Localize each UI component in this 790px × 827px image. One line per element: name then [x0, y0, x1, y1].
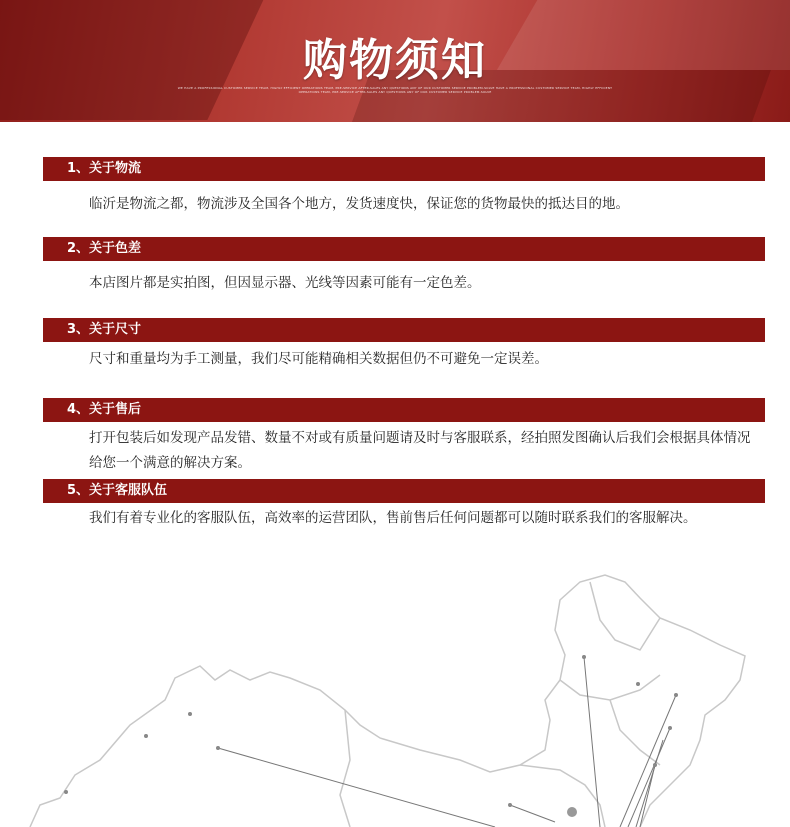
section-heading-logistics: 1、关于物流 [43, 157, 765, 181]
section-body-size: 尺寸和重量均为手工测量，我们尽可能精确相关数据但仍不可避免一定误差。 [89, 351, 548, 367]
page-title: 购物须知 [303, 35, 487, 86]
section-body-service-team: 我们有着专业化的客服队伍，高效率的运营团队，售前售后任何问题都可以随时联系我们的客服解决。 [89, 510, 697, 526]
section-heading-color: 2、关于色差 [43, 237, 765, 261]
china-map-illustration [0, 560, 790, 827]
banner-subtitle: WE HAVE A PROFESSIONAL CUSTOMER SERVICE TEAM, HIGHLY EFFICIENT OPERATIONS TEAM, PRE-SERVICE AFTER-SALES ANY QUESTIONS ANY OF OUR CUSTOMER SERVICE PROBLEM-SOLVE HAVE A PROFESSIONAL CUSTOMER SERVICE TEAM, HIGHLY EFFICIENT OPERATIONS TEAM, PRE-SERVICE AFTER-SALES ANY QUESTIONS ANY OF OUR CUSTOMER SERVICE PROBLEM-SOLVE [177, 86, 613, 94]
section-heading-service-team: 5、关于客服队伍 [43, 479, 765, 503]
section-heading-size: 3、关于尺寸 [43, 318, 765, 342]
section-body-color: 本店图片都是实拍图，但因显示器、光线等因素可能有一定色差。 [89, 275, 481, 291]
header-banner [0, 0, 790, 122]
map-outline [30, 575, 745, 827]
section-body-aftersales: 打开包装后如发现产品发错、数量不对或有质量问题请及时与客服联系，经拍照发图确认后我们会根据具体情况给您一个满意的解决方案。 [89, 430, 751, 471]
logistics-routes [218, 657, 676, 827]
section-heading-aftersales: 4、关于售后 [43, 398, 765, 422]
section-body-logistics: 临沂是物流之都，物流涉及全国各个地方，发货速度快，保证您的货物最快的抵达目的地。 [89, 196, 629, 212]
